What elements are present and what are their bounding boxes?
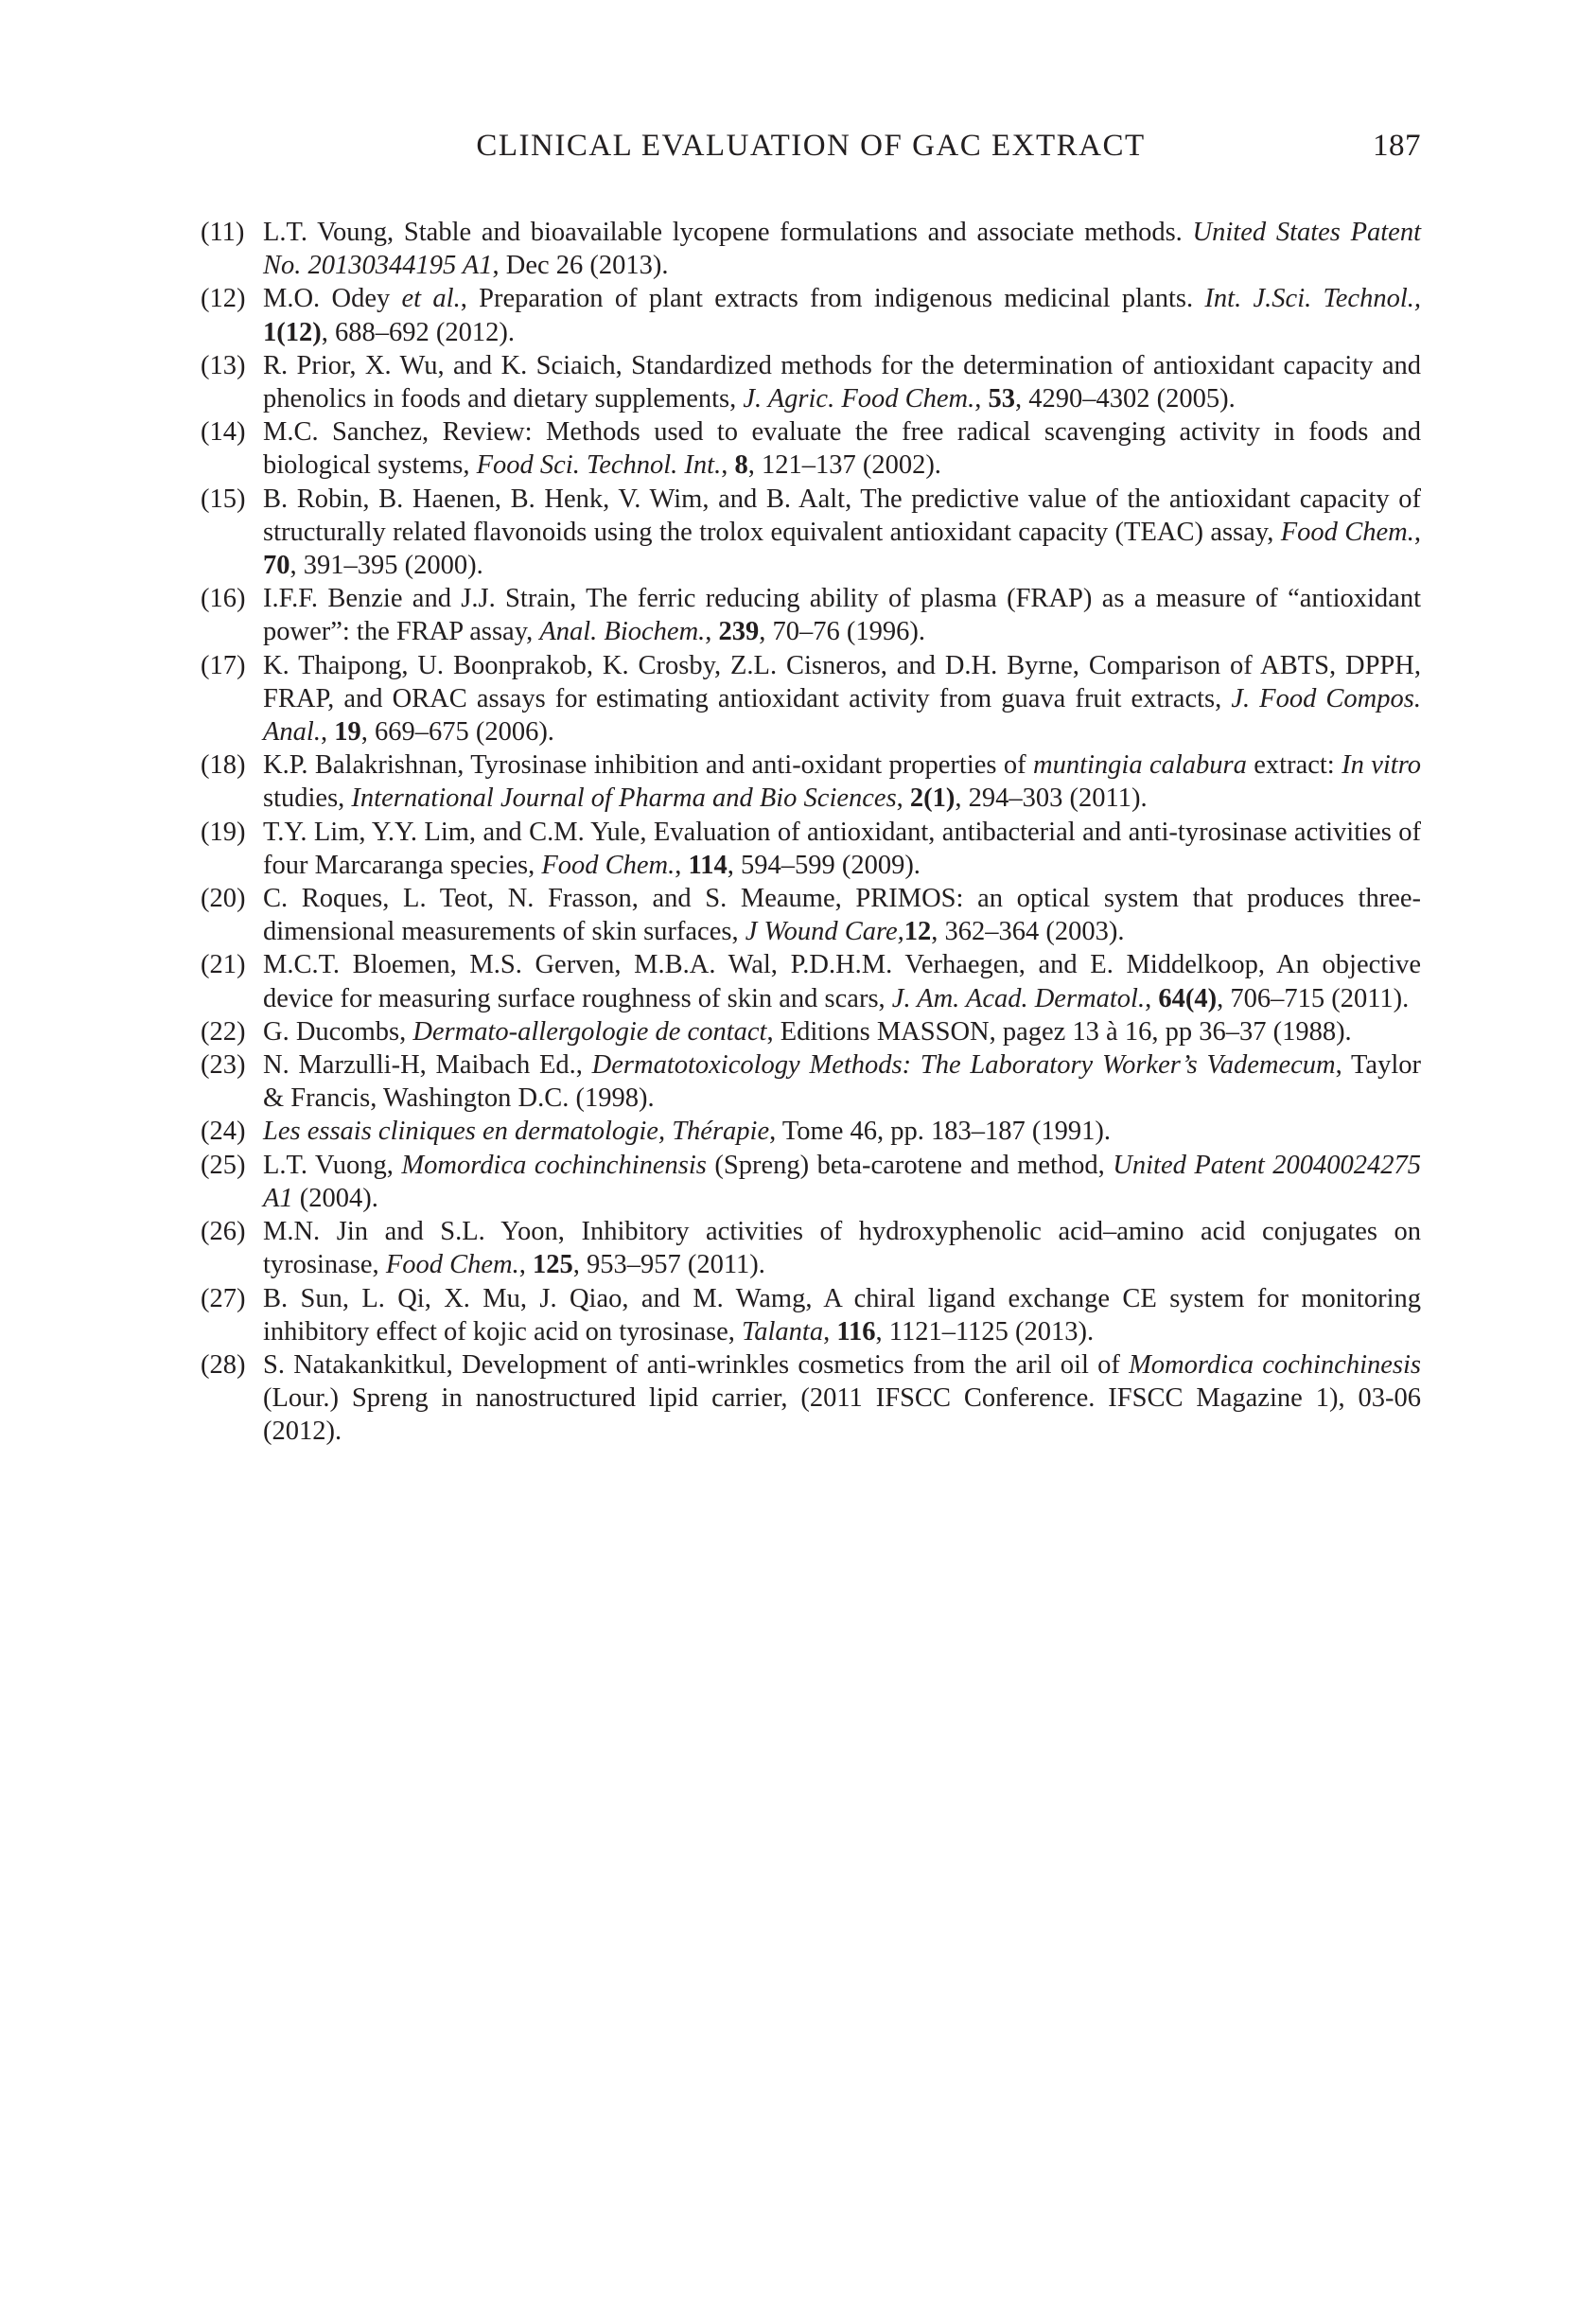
reference-item — [201, 282, 1421, 348]
reference-segment: , Editions MASSON, pagez 13 à 16, pp 36–37 (1988). — [766, 1016, 1352, 1047]
reference-text — [263, 1217, 1421, 1279]
reference-segment: , 706–715 (2011). — [1217, 983, 1410, 1013]
reference-segment: 70 — [263, 551, 290, 581]
reference-text — [263, 818, 1421, 880]
reference-segment: extract: — [1246, 750, 1342, 781]
reference-number: (20) — [201, 884, 246, 914]
reference-segment: T.Y. Lim, Y.Y. Lim, and C.M. Yule, Evaluation of antioxidant, antibacterial and anti-tyrosinase activities of four Marcaranga species, — [263, 817, 1421, 880]
reference-segment: et al. — [401, 284, 461, 314]
reference-item — [201, 816, 1421, 882]
page-title: CLINICAL EVALUATION OF GAC EXTRACT — [476, 129, 1146, 163]
reference-item — [201, 582, 1421, 648]
reference-segment: J. Food Compos. Anal. — [263, 683, 1421, 748]
reference-segment: , Preparation of plant extracts from indigenous medicinal plants. — [460, 284, 1205, 314]
reference-segment: 64(4) — [1158, 983, 1218, 1013]
reference-item — [201, 948, 1421, 1014]
reference-item — [201, 483, 1421, 583]
reference-number: (19) — [201, 817, 246, 847]
reference-segment: K.P. Balakrishnan, Tyrosinase inhibition and anti-oxidant properties of — [263, 750, 1034, 781]
reference-segment: 12 — [903, 917, 932, 947]
reference-item — [201, 649, 1421, 749]
reference-text — [263, 484, 1421, 580]
reference-item — [201, 1115, 1421, 1148]
reference-segment: , Tome 46, pp. 183–187 (1991). — [769, 1117, 1111, 1147]
reference-number: (22) — [201, 1016, 246, 1047]
reference-segment: (2004). — [292, 1183, 378, 1213]
reference-segment: muntingia calabura — [1033, 750, 1247, 781]
reference-segment: I.F.F. Benzie and J.J. Strain, The ferric reducing ability of plasma (FRAP) as a measure of “antioxidant power”: the FRAP assay, — [263, 584, 1421, 647]
reference-segment: Anal. Biochem. — [539, 617, 706, 647]
reference-text — [263, 218, 1421, 280]
reference-segment: 8 — [734, 450, 748, 481]
reference-item — [201, 216, 1421, 282]
reference-segment: , — [721, 450, 735, 481]
reference-number: (18) — [201, 750, 246, 781]
reference-segment: 53 — [988, 384, 1015, 414]
reference-segment: (Spreng) beta-carotene and method, — [706, 1150, 1114, 1180]
references-list — [201, 216, 1421, 1449]
reference-segment: 114 — [688, 850, 728, 880]
reference-segment: S. Natakankitkul, Development of anti-wrinkles cosmetics from the aril oil of — [263, 1349, 1130, 1380]
reference-number: (16) — [201, 584, 246, 614]
reference-number: (24) — [201, 1117, 246, 1147]
reference-number: (13) — [201, 350, 246, 380]
reference-segment: L.T. Vuong, — [263, 1150, 402, 1180]
reference-text — [263, 651, 1421, 747]
reference-segment: 2(1) — [909, 783, 956, 814]
reference-segment: , — [1145, 983, 1159, 1013]
reference-segment: N. Marzulli-H, Maibach Ed., — [263, 1050, 592, 1081]
reference-segment: Dermato-allergologie de contact — [412, 1016, 767, 1047]
reference-item — [201, 748, 1421, 815]
reference-text — [263, 1050, 1421, 1113]
reference-segment: , Dec 26 (2013). — [492, 251, 669, 281]
reference-segment: J Wound Care, — [745, 917, 904, 947]
reference-segment: , 4290–4302 (2005). — [1014, 384, 1236, 414]
reference-segment: , 953–957 (2011). — [572, 1250, 765, 1280]
reference-segment: B. Sun, L. Qi, X. Mu, J. Qiao, and M. Wamg, A chiral ligand exchange CE system for monitoring inhibitory effect of kojic acid on tyrosinase, — [263, 1283, 1421, 1347]
reference-segment: 239 — [718, 617, 760, 647]
reference-segment: , 70–76 (1996). — [759, 617, 926, 647]
reference-number: (23) — [201, 1050, 246, 1081]
reference-text — [263, 750, 1421, 813]
reference-segment: Les essais cliniques en dermatologie, Thérapie — [263, 1117, 770, 1147]
reference-segment: B. Robin, B. Haenen, B. Henk, V. Wim, and B. Aalt, The predictive value of the antioxidant capacity of structurally related flavonoids using the trolox equivalent antioxidant capacity (TEAC) assay, — [263, 484, 1421, 547]
reference-segment: , — [320, 717, 335, 748]
reference-number: (11) — [201, 218, 245, 247]
reference-segment: , — [823, 1316, 837, 1347]
reference-item — [201, 1348, 1421, 1449]
reference-text — [263, 884, 1421, 946]
page-number: 187 — [1373, 129, 1421, 163]
reference-item — [201, 415, 1421, 482]
reference-segment: , 669–675 (2006). — [360, 717, 554, 748]
reference-segment: L.T. Voung, Stable and bioavailable lycopene formulations and associate methods. — [263, 218, 1193, 247]
reference-segment: M.O. Odey — [263, 284, 402, 314]
reference-segment: , — [675, 850, 689, 880]
running-head — [201, 129, 1421, 170]
reference-number: (17) — [201, 650, 246, 680]
reference-segment: In vitro — [1342, 750, 1421, 781]
reference-number: (28) — [201, 1349, 246, 1380]
reference-segment: United Patent 20040024275 A1 — [263, 1150, 1421, 1213]
reference-segment: Momordica cochinchinensis — [401, 1150, 707, 1180]
reference-segment: studies, — [263, 783, 352, 814]
reference-segment: , — [705, 617, 719, 647]
reference-segment: (Lour.) Spreng in nanostructured lipid carrier, (2011 IFSCC Conference. IFSCC Magazine 1), 03-06 (2012). — [263, 1383, 1421, 1447]
reference-segment: 1(12) — [263, 317, 322, 347]
reference-segment: , 362–364 (2003). — [931, 917, 1125, 947]
reference-segment: Food Chem. — [541, 850, 675, 880]
reference-number: (25) — [201, 1150, 246, 1180]
reference-segment: 116 — [836, 1316, 876, 1347]
reference-segment: M.C.T. Bloemen, M.S. Gerven, M.B.A. Wal, P.D.H.M. Verhaegen, and E. Middelkoop, An objective device for measuring surface roughness of skin and scars, — [263, 950, 1421, 1013]
reference-segment: International Journal of Pharma and Bio Sciences — [351, 783, 897, 814]
reference-segment: 19 — [334, 717, 361, 748]
reference-text — [263, 1151, 1421, 1213]
reference-text — [263, 1350, 1421, 1446]
reference-segment: , 391–395 (2000). — [289, 551, 483, 581]
reference-text — [263, 284, 1421, 346]
reference-segment: Momordica cochinchinesis — [1129, 1349, 1421, 1380]
reference-segment: , 594–599 (2009). — [727, 850, 921, 880]
reference-text — [263, 1017, 1352, 1047]
reference-segment: United States Patent No. 20130344195 A1 — [263, 218, 1422, 281]
reference-segment: C. Roques, L. Teot, N. Frasson, and S. Meaume, PRIMOS: an optical system that produces three-dimensional measurements of skin surfaces, — [263, 884, 1421, 947]
reference-segment: M.C. Sanchez, Review: Methods used to evaluate the free radical scavenging activity in foods and biological systems, — [263, 417, 1421, 481]
reference-segment: J. Agric. Food Chem. — [743, 384, 975, 414]
reference-segment: R. Prior, X. Wu, and K. Sciaich, Standardized methods for the determination of antioxidant capacity and phenolics in foods and dietary supplements, — [263, 350, 1421, 414]
reference-segment: Talanta — [742, 1316, 824, 1347]
reference-number: (27) — [201, 1283, 246, 1313]
reference-number: (12) — [201, 284, 246, 314]
reference-segment: , Taylor & Francis, Washington D.C. (1998). — [263, 1050, 1421, 1114]
reference-number: (26) — [201, 1217, 246, 1247]
reference-segment: , 688–692 (2012). — [321, 317, 515, 347]
reference-segment: Int. J.Sci. Technol., — [1204, 284, 1421, 314]
reference-text — [263, 417, 1421, 480]
reference-segment: , — [1413, 517, 1421, 547]
reference-segment: 125 — [532, 1250, 573, 1280]
reference-number: (14) — [201, 417, 246, 448]
reference-segment: , 294–303 (2011). — [955, 783, 1148, 814]
reference-segment: Dermatotoxicology Methods: The Laboratory Worker’s Vademecum — [591, 1050, 1336, 1081]
reference-segment: , — [518, 1250, 533, 1280]
reference-segment: Food Chem. — [385, 1250, 519, 1280]
reference-text — [263, 1284, 1421, 1347]
reference-segment: G. Ducombs, — [263, 1016, 413, 1047]
reference-text — [263, 950, 1421, 1012]
reference-segment: , — [896, 783, 910, 814]
reference-segment: , 121–137 (2002). — [747, 450, 941, 481]
reference-text — [263, 1117, 1111, 1146]
reference-item — [201, 1048, 1421, 1115]
reference-segment: Food Sci. Technol. Int. — [476, 450, 722, 481]
reference-segment: K. Thaipong, U. Boonprakob, K. Crosby, Z.L. Cisneros, and D.H. Byrne, Comparison of ABTS, DPPH, FRAP, and ORAC assays for estimating antioxidant activity from guava fruit extracts, — [263, 650, 1421, 713]
reference-segment: J. Am. Acad. Dermatol. — [891, 983, 1146, 1013]
reference-text — [263, 351, 1421, 414]
reference-segment: , 1121–1125 (2013). — [875, 1316, 1095, 1347]
reference-number: (15) — [201, 484, 246, 514]
reference-item — [201, 349, 1421, 415]
reference-item — [201, 1215, 1421, 1281]
reference-item — [201, 1149, 1421, 1215]
reference-segment: Food Chem. — [1280, 517, 1414, 547]
reference-item — [201, 1282, 1421, 1348]
reference-item — [201, 882, 1421, 948]
reference-item — [201, 1015, 1421, 1048]
reference-number: (21) — [201, 950, 246, 980]
reference-segment: M.N. Jin and S.L. Yoon, Inhibitory activities of hydroxyphenolic acid–amino acid conjugates on tyrosinase, — [263, 1217, 1421, 1280]
reference-segment: , — [974, 384, 989, 414]
reference-text — [263, 584, 1421, 646]
